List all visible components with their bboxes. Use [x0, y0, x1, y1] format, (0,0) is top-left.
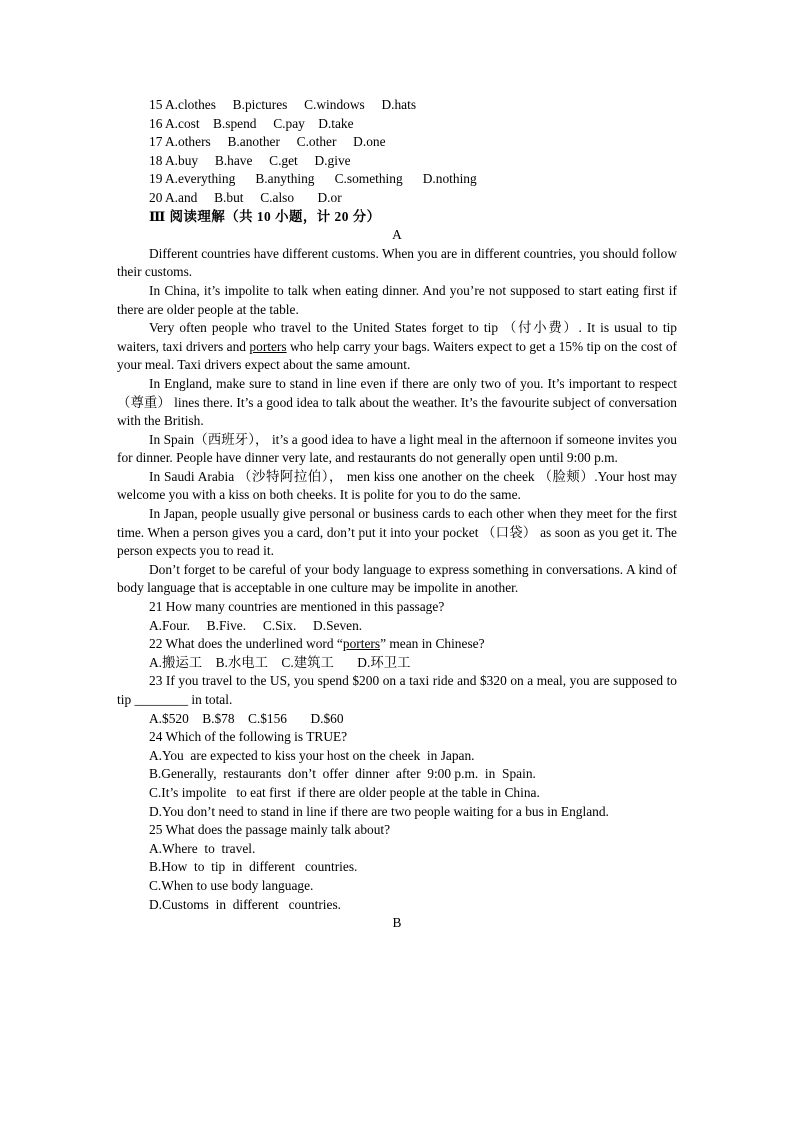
question-25-option: A.Where to travel. [149, 840, 256, 856]
paragraph-text: who help carry your bags. Waiters expect to get a 15% tip on the cost of your meal. Taxi drivers expect about the same amount. [117, 338, 677, 373]
option-line: 19 A.everything B.anything C.something D.nothing [149, 171, 477, 187]
exam-page [117, 96, 677, 933]
paragraph-text: Very often people who travel to the United States forget to tip （付小费）. It is usual to tip waiters, taxi drivers and [117, 320, 677, 354]
paragraph: Different countries have different customs. When you are in different countries, you should follow their customs. [117, 245, 677, 280]
paragraph: In Saudi Arabia （沙特阿拉伯）， men kiss one another on the cheek （脸颊）.Your host may welcome you with a kiss on both cheeks. It is polite for you to do the same. [117, 468, 677, 503]
paragraph: In China, it’s impolite to talk when eating dinner. And you’re not supposed to start eating first if there are older people at the table. [117, 282, 677, 317]
passage-label: A [392, 227, 402, 243]
paragraph: In Japan, people usually give personal or business cards to each other when they meet for the first time. When a person gives you a card, don’t put it into your pocket （口袋） as soon as you get it. The person expects you to read it. [117, 506, 677, 559]
question-21: 21 How many countries are mentioned in this passage? [149, 599, 445, 615]
underlined-word: porters [249, 338, 287, 354]
option-line: 15 A.clothes B.pictures C.windows D.hats [149, 97, 417, 112]
question-22 [117, 635, 677, 654]
question-24-option: B.Generally, restaurants don’t offer dinner after 9:00 p.m. in Spain. [149, 766, 536, 782]
question-24-option: A.You are expected to kiss your host on the cheek in Japan. [149, 747, 475, 763]
question-23-options: A.$520 B.$78 C.$156 D.$60 [149, 710, 344, 726]
question-21-options: A.Four. B.Five. C.Six. D.Seven. [149, 617, 363, 633]
passage-body [117, 245, 677, 598]
paragraph: Don’t forget to be careful of your body language to express something in conversations. A kind of body language that is acceptable in one culture may be impolite in another. [117, 561, 677, 596]
option-line: 16 A.cost B.spend C.pay D.take [149, 115, 354, 131]
question-24-option: C.It’s impolite to eat first if there are older people at the table in China. [149, 784, 540, 800]
cloze-options [117, 96, 677, 208]
question-23: 23 If you travel to the US, you spend $200 on a taxi ride and $320 on a meal, you are supposed to tip ________ in total. [117, 673, 677, 707]
section-heading: Ⅲ 阅读理解（共 10 小题，计 20 分） [149, 208, 381, 224]
question-24: 24 Which of the following is TRUE? [149, 729, 348, 745]
question-text: 22 What does the underlined word “ [149, 636, 343, 652]
question-24-option: D.You don’t need to stand in line if there are two people waiting for a bus in England. [149, 803, 609, 819]
underlined-word: porters [342, 636, 381, 652]
question-22-options: A.搬运工 B.水电工 C.建筑工 D.环卫工 [149, 654, 411, 670]
question-25-option: D.Customs in different countries. [149, 896, 342, 912]
question-25: 25 What does the passage mainly talk about? [149, 822, 391, 838]
paragraph: In England, make sure to stand in line even if there are only two of you. It’s important to respect（尊重） lines there. It’s a good idea to talk about the weather. It’s the favourite subject of conversation with the British. [117, 375, 677, 429]
question-text: ” mean in Chinese? [380, 636, 485, 652]
option-line: 20 A.and B.but C.also D.or [149, 189, 342, 205]
questions [117, 598, 677, 914]
passage-label: B [392, 915, 402, 931]
paragraph: In Spain（西班牙）， it’s a good idea to have a light meal in the afternoon if someone invites you for dinner. People have dinner very late, and restaurants do not generally open until 9:00 p.m. [117, 431, 677, 466]
option-line: 17 A.others B.another C.other D.one [149, 134, 386, 150]
option-line: 18 A.buy B.have C.get D.give [149, 152, 351, 168]
question-25-option: C.When to use body language. [149, 877, 314, 893]
question-25-option: B.How to tip in different countries. [149, 859, 358, 875]
paragraph [117, 319, 677, 375]
